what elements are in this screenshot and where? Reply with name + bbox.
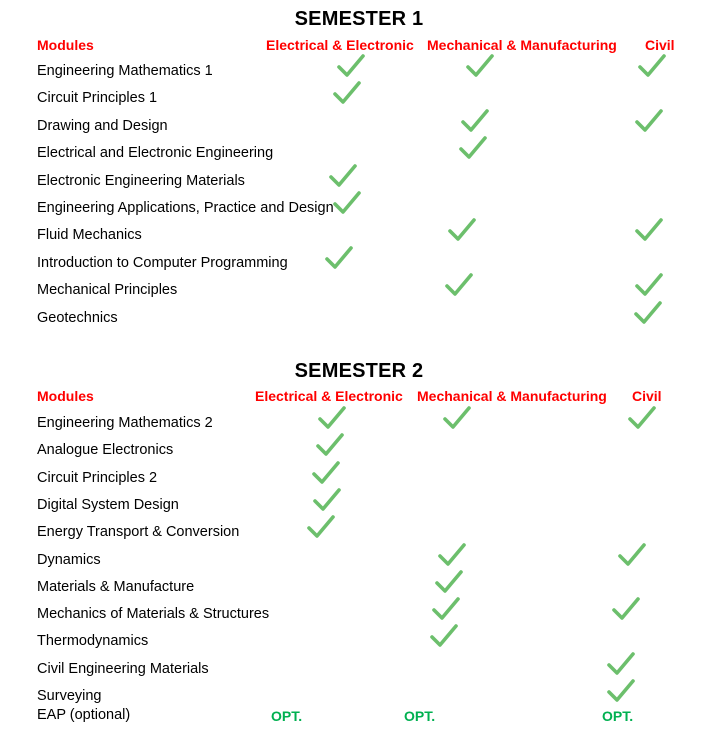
module-label: Circuit Principles 1 — [37, 90, 158, 107]
mechanical-checkmark-icon — [466, 53, 494, 79]
civil-checkmark-icon — [607, 651, 635, 677]
module-label: Geotechnics — [37, 309, 118, 326]
semester-2-title: SEMESTER 2 — [294, 360, 424, 382]
eap-mechanical-opt: OPT. — [404, 708, 436, 724]
semester-1-title: SEMESTER 1 — [294, 8, 424, 30]
s2-modules-header: Modules — [37, 388, 94, 404]
module-label: Mechanical Principles — [37, 282, 178, 299]
mechanical-checkmark-icon — [430, 623, 458, 649]
mechanical-checkmark-icon — [438, 542, 466, 568]
module-label: Mechanics of Materials & Structures — [37, 606, 270, 623]
electrical-checkmark-icon — [337, 53, 365, 79]
s2-civil-header: Civil — [632, 388, 662, 404]
civil-checkmark-icon — [635, 272, 663, 298]
module-label: Thermodynamics — [37, 633, 149, 650]
mechanical-checkmark-icon — [432, 596, 460, 622]
electrical-checkmark-icon — [316, 432, 344, 458]
mechanical-checkmark-icon — [448, 217, 476, 243]
s1-mechanical-header: Mechanical & Manufacturing — [427, 37, 617, 53]
civil-checkmark-icon — [634, 300, 662, 326]
electrical-checkmark-icon — [333, 190, 361, 216]
s2-mechanical-header: Mechanical & Manufacturing — [417, 388, 607, 404]
civil-checkmark-icon — [635, 217, 663, 243]
mechanical-checkmark-icon — [461, 108, 489, 134]
module-label: Dynamics — [37, 551, 101, 568]
module-label: Analogue Electronics — [37, 442, 174, 459]
s2-electrical-header: Electrical & Electronic — [255, 388, 403, 404]
civil-checkmark-icon — [612, 596, 640, 622]
civil-checkmark-icon — [607, 678, 635, 704]
electrical-checkmark-icon — [329, 163, 357, 189]
module-label: Engineering Applications, Practice and Design — [37, 200, 334, 216]
s1-civil-header: Civil — [645, 37, 675, 53]
module-label: Fluid Mechanics — [37, 227, 142, 244]
s1-modules-header: Modules — [37, 37, 94, 53]
mechanical-checkmark-icon — [445, 272, 473, 298]
module-label: Drawing and Design — [37, 117, 168, 134]
module-label: Civil Engineering Materials — [37, 660, 209, 677]
electrical-checkmark-icon — [312, 460, 340, 486]
mechanical-checkmark-icon — [459, 135, 487, 161]
module-label: Engineering Mathematics 2 — [37, 415, 213, 431]
module-label: Surveying — [37, 688, 102, 704]
module-label: Circuit Principles 2 — [37, 469, 158, 486]
electrical-checkmark-icon — [307, 514, 335, 540]
module-label: Electronic Engineering Materials — [37, 172, 245, 189]
eap-module-label: EAP (optional) — [37, 707, 131, 723]
module-label: Energy Transport & Conversion — [37, 524, 240, 541]
mechanical-checkmark-icon — [435, 569, 463, 595]
eap-civil-opt: OPT. — [602, 708, 634, 724]
civil-checkmark-icon — [628, 405, 656, 431]
electrical-checkmark-icon — [325, 245, 353, 271]
module-label: Engineering Mathematics 1 — [37, 63, 213, 79]
module-label: Introduction to Computer Programming — [37, 254, 288, 271]
civil-checkmark-icon — [638, 53, 666, 79]
eap-electrical-opt: OPT. — [271, 708, 303, 724]
module-label: Electrical and Electronic Engineering — [37, 145, 274, 162]
mechanical-checkmark-icon — [443, 405, 471, 431]
electrical-checkmark-icon — [313, 487, 341, 513]
module-label: Materials & Manufacture — [37, 578, 195, 595]
module-label: Digital System Design — [37, 496, 179, 513]
civil-checkmark-icon — [635, 108, 663, 134]
s1-electrical-header: Electrical & Electronic — [266, 37, 414, 53]
electrical-checkmark-icon — [333, 80, 361, 106]
electrical-checkmark-icon — [318, 405, 346, 431]
civil-checkmark-icon — [618, 542, 646, 568]
